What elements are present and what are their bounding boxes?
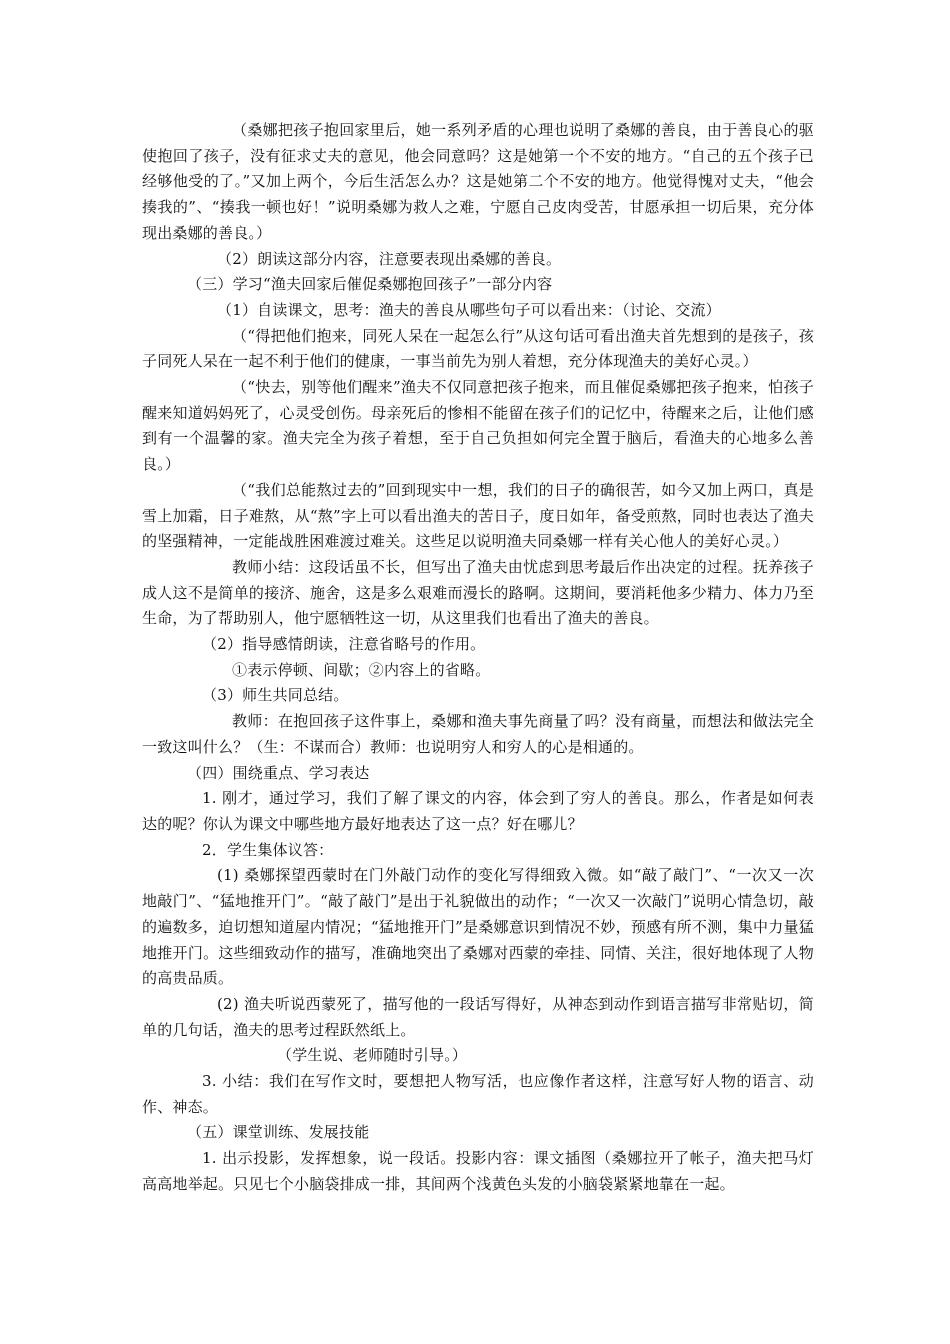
paragraph-fisherman-description: (2) 渔夫听说西蒙死了，描写他的一段话写得好，从神态到动作到语言描写非常贴切，简单的几句话，渔夫的思考过程跃然纸上。 <box>142 994 814 1039</box>
paragraph-quote-we-will-survive: （“我们总能熬过去的”回到现实中一想，我们的日子的确很苦，如今又加上两口，真是雪上加霜，日子难熬，从“熬”字上可以看出渔夫的苦日子，度日如年，备受煎熬，同时也表达了渔夫的坚强精神，一定能战胜困难渡过难关。这些足以说明渔夫同桑娜一样有关心他人的美好心灵。） <box>142 480 814 551</box>
paragraph-ellipsis-functions: ①表示停顿、间歇；②内容上的省略。 <box>232 660 491 679</box>
paragraph-item-1: 1. 刚才，通过学习，我们了解了课文的内容，体会到了穷人的善良。那么，作者是如何表达的呢？你认为课文中哪些地方最好地表达了这一点？好在哪儿？ <box>142 789 814 833</box>
paragraph-student-note: （学生说、老师随时引导。） <box>277 1046 468 1065</box>
paragraph-projection-task: 1. 出示投影，发挥想象，说一段话。投影内容：课文插图（桑娜拉开了帐子，渔夫把马灯高高地举起。只见七个小脑袋排成一排，其间两个浅黄色头发的小脑袋紧紧地靠在一起。 <box>142 1149 814 1193</box>
paragraph-teacher-dialogue: 教师：在抱回孩子这件事上，桑娜和渔夫事先商量了吗？没有商量，而想法和做法完全一致这叫什么？（生：不谋而合）教师：也说明穷人和穷人的心是相通的。 <box>142 712 814 756</box>
paragraph-sangna-inner-conflict: （桑娜把孩子抱回家里后，她一系列矛盾的心理也说明了桑娜的善良，由于善良心的驱使抱回了孩子，没有征求丈夫的意见，他会同意吗？这是她第一个不安的地方。“自己的五个孩子已经够他受的了。”又加上两个，今后生活怎么办？这是她第二个不安的地方。他觉得愧对丈夫，“他会揍我的”、“揍我一顿也好！”说明桑娜为救人之难，宁愿自己皮肉受苦，甘愿承担一切后果，充分体现出桑娜的善良。） <box>142 121 814 242</box>
paragraph-teacher-summary: 教师小结：这段话虽不长，但写出了渔夫由忧虑到思考最后作出决定的过程。抚养孩子成人这不是简单的接济、施舍，这是多么艰难而漫长的路啊。这期间，要消耗他多少精力、体力乃至生命，为了帮助别人，他宁愿牺牲这一切，从这里我们也看出了渔夫的善良。 <box>142 557 814 628</box>
paragraph-self-read-question: （1）自读课文，思考：渔夫的善良从哪些句子可以看出来：（讨论、交流） <box>217 300 721 319</box>
paragraph-joint-summary: （3）师生共同总结。 <box>202 686 349 705</box>
section-heading-3: （三）学习“渔夫回家后催促桑娜抱回孩子”一部分内容 <box>187 275 553 294</box>
paragraph-guided-reading: （2）指导感情朗读，注意省略号的作用。 <box>202 635 486 654</box>
document-body <box>142 118 814 1198</box>
section-heading-4: （四）围绕重点、学习表达 <box>187 763 370 782</box>
section-heading-5: （五）课堂训练、发展技能 <box>187 1123 370 1142</box>
paragraph-quote-go-quickly: （“快去，别等他们醒来”渔夫不仅同意把孩子抱来，而且催促桑娜把孩子抱来，怕孩子醒来知道妈妈死了，心灵受创伤。母亲死后的惨相不能留在孩子们的记忆中，待醒来之后，让他们感到有一个温馨的家。渔夫完全为孩子着想，至于自己负担如何完全置于脑后，看渔夫的心地多么善良。） <box>142 378 814 474</box>
paragraph-read-aloud-1: （2）朗读这部分内容，注意要表现出桑娜的善良。 <box>217 249 562 268</box>
paragraph-item-2: 2．学生集体议答： <box>202 840 334 859</box>
paragraph-knocking-details: (1) 桑娜探望西蒙时在门外敲门动作的变化写得细致入微。如“敲了敲门”、“一次又一次地敲门”、“猛地推开门”。“敲了敲门”是出于礼貌做出的动作；“一次又一次敲门”说明心情急切，敲的遍数多，迫切想知道屋内情况；“猛地推开门”是桑娜意识到情况不妙，预感有所不测，集中力量猛地推开门。这些细致动作的描写，准确地突出了桑娜对西蒙的牵挂、同情、关注，很好地体现了人物的高贵品质。 <box>142 866 814 988</box>
paragraph-item-3-summary: 3. 小结：我们在写作文时，要想把人物写活，也应像作者这样，注意写好人物的语言、动作、神态。 <box>142 1072 814 1116</box>
paragraph-quote-bring-them: （“得把他们抱来，同死人呆在一起怎么行”从这句话可看出渔夫首先想到的是孩子，孩子同死人呆在一起不利于他们的健康，一事当前先为别人着想，充分体现渔夫的美好心灵。） <box>142 326 814 371</box>
